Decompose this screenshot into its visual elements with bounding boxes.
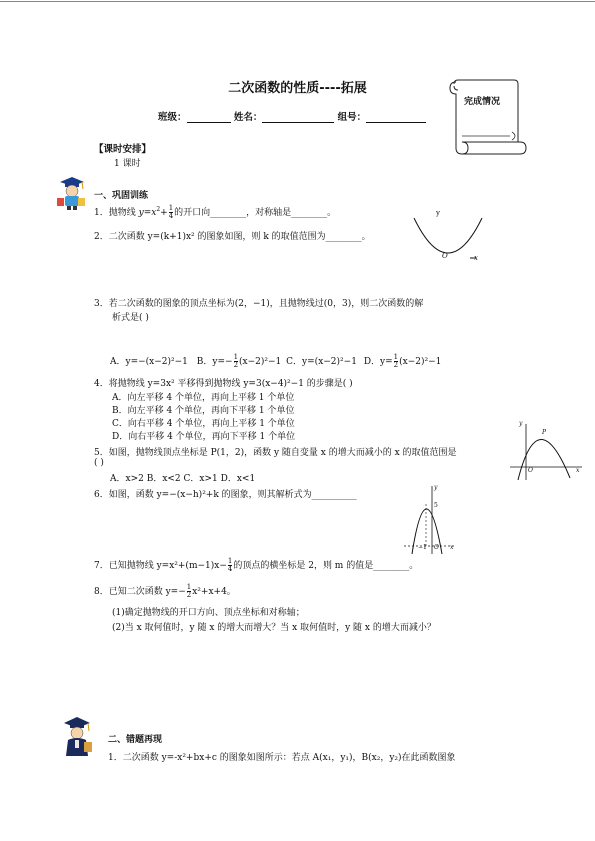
name-label: 姓名：: [233, 112, 263, 123]
class-blank[interactable]: [187, 112, 231, 123]
q3-opt-c: C．y=(x−2)²−1: [286, 357, 357, 367]
q8-sub1: (1)确定抛物线的开口方向、顶点坐标和对称轴；: [112, 608, 305, 618]
scroll-icon: [446, 76, 528, 160]
q2-graph: [408, 208, 488, 266]
info-line: [158, 109, 426, 123]
q8-post: x²+x+4。: [192, 587, 236, 597]
q3-line1: 3．若二次函数的图象的顶点坐标为(2，−1)，且抛物线过(0，3)，则二次函数的解: [94, 299, 424, 309]
q4-opt-d: D．向右平移 4 个单位，再向下平移 1 个单位: [112, 432, 296, 442]
q7: 7．已知抛物线 y=x²+(m−1)x− $\frac{1}{4}$ 的顶点的横坐标是 2，则 m 的值是________。: [94, 557, 419, 573]
scroll-label: 完成情况: [464, 97, 501, 107]
q8-sub2: (2)当 x 取何值时，y 随 x 的增大而增大？当 x 取何值时，y 随 x 的增大而减小？: [112, 623, 436, 633]
section2-heading: 二、错题再现: [108, 735, 163, 745]
student-icon: [56, 176, 86, 210]
q1: 1．抛物线 $y=x^2+$ $\frac{1}{4}$ 的开口向________，对称轴是________。: [94, 204, 337, 220]
schedule-heading: 【课时安排】: [94, 144, 152, 155]
q3-line2: 析式是( ): [112, 313, 149, 323]
group-label: 组号：: [337, 112, 367, 123]
q1-frac: $\frac{1}{4}$: [168, 204, 174, 220]
name-blank[interactable]: [262, 112, 334, 123]
q4: 4．将抛物线 y=3x² 平移得到抛物线 y=3(x−4)²−1 的步骤是( ): [94, 379, 353, 389]
q3-opt-d-post: (x−2)²−1: [399, 357, 442, 367]
q3-options: A．y=−(x−2)²−1 B．y=− $\frac{1}{2}$ (x−2)²−1 C．y=(x−2)²−1 D．y= $\frac{1}{2}$ (x−2)²−1: [110, 353, 442, 369]
q3-opt-b-post: (x−2)²−1: [239, 357, 282, 367]
completion-scroll: [446, 76, 528, 160]
q3-opt-d-pre: D．y=: [363, 357, 393, 367]
q1-pre: 1．抛物线: [94, 208, 139, 218]
group-blank[interactable]: [366, 112, 426, 123]
q6-m1-label: −1: [418, 544, 427, 551]
q3-opt-b-pre: B．y=−: [196, 357, 233, 367]
q5-line1: 5．如图，抛物线顶点坐标是 P(1，2)，函数 y 随自变量 x 的增大而减小的 x 的取值范围是: [94, 448, 457, 458]
schedule-value: 1 课时: [114, 159, 141, 169]
q4-opt-b: B．向左平移 4 个单位，再向下平移 1 个单位: [112, 406, 295, 416]
q8-pre: 8．已知二次函数 y=−: [94, 587, 186, 597]
q5-options: A．x>2 B．x<2 C．x>1 D．x<1: [110, 474, 256, 484]
class-label: 班级：: [158, 112, 187, 123]
q4-opt-a: A．向左平移 4 个单位，再向上平移 1 个单位: [112, 393, 295, 403]
q6-y-label: y: [434, 484, 438, 491]
q4-opt-c: C．向右平移 4 个单位，再向上平移 1 个单位: [112, 419, 295, 429]
q5-x-label: x: [576, 467, 580, 474]
q6-five-label: 5: [434, 502, 438, 509]
page-title: 二次函数的性质----拓展: [228, 81, 367, 96]
top-rule: [0, 1, 595, 2]
q6: 6．如图，函数 y=−(x−h)²+k 的图象，则其解析式为__________: [94, 490, 357, 500]
q3-opt-a: A．y=−(x−2)²−1: [110, 357, 188, 367]
q7-pre: 7．已知抛物线 y=x²+(m−1)x−: [94, 561, 227, 571]
q1-mid: 的开口向________，对称轴是________。: [174, 208, 337, 218]
q2-x-label: x: [474, 254, 478, 262]
q5-p-label: P: [542, 429, 547, 436]
q5-o-label: O: [528, 467, 533, 474]
q2-o-label: O: [442, 252, 448, 260]
q8: 8．已知二次函数 y=− $\frac{1}{2}$ x²+x+4。: [94, 583, 236, 599]
q7-post: 的顶点的横坐标是 2，则 m 的值是________。: [233, 561, 419, 571]
q6-x-label: x: [450, 544, 454, 551]
q5-line2: ( ): [94, 458, 104, 468]
q2: 2．二次函数 y=(k+1)x² 的图象如图，则 k 的取值范围为________。: [94, 232, 371, 242]
q5-y-label: y: [519, 420, 523, 427]
q2-y-label: y: [436, 209, 440, 217]
q6-graph: [402, 484, 458, 556]
teacher-icon: [60, 716, 94, 756]
q5-graph: [508, 420, 584, 482]
section2-q1: 1．二次函数 y=-x²+bx+c 的图象如图所示：若点 A(x₁，y₁)，B(x₂，y₂)在此函数图象: [108, 753, 456, 763]
section1-heading: 一、巩固训练: [94, 191, 149, 201]
q6-o-label: O: [434, 544, 439, 551]
